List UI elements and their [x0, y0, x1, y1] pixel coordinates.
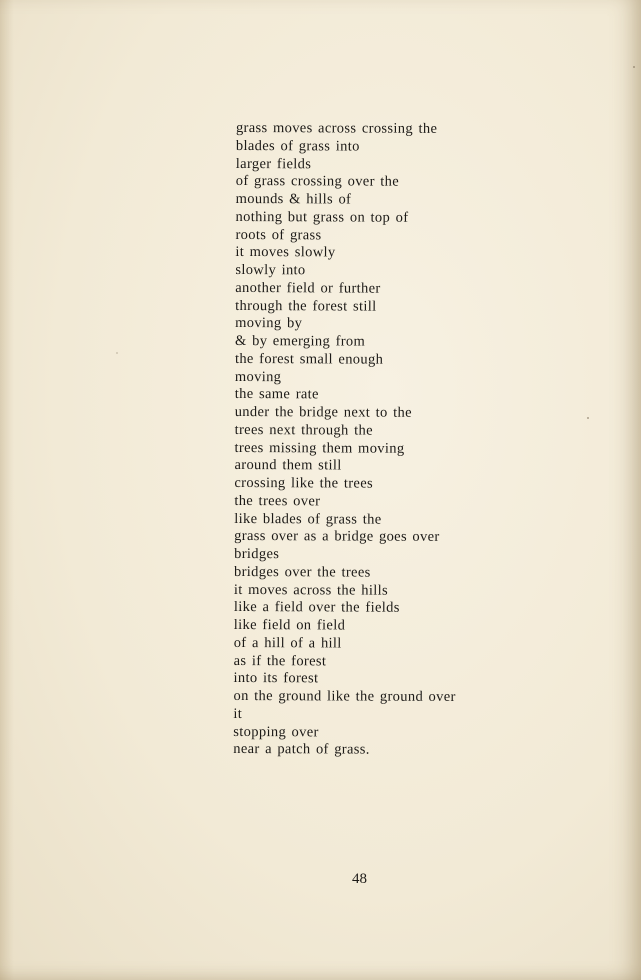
poem-line: slowly into	[235, 261, 306, 279]
poem-line: as if the forest	[233, 652, 327, 669]
poem-line: larger fields	[235, 155, 312, 172]
poem-line: bridges	[234, 545, 280, 563]
poem-line: moving	[234, 368, 282, 385]
poem-line: mounds & hills of	[235, 190, 352, 208]
paper-speck	[587, 417, 589, 419]
poem-line: & by emerging from	[235, 332, 366, 350]
poem-line: on the ground like the ground over	[233, 687, 456, 705]
poem-line: grass moves across crossing the	[235, 120, 438, 137]
poem-line: the forest small enough	[234, 350, 384, 368]
poem-line: stopping over	[233, 723, 319, 740]
poem-line: another field or further	[235, 279, 381, 297]
paper-speck	[633, 66, 635, 68]
poem-line: crossing like the trees	[234, 474, 374, 492]
poem-line: through the forest still	[235, 297, 377, 315]
poem-line: moving by	[235, 315, 303, 332]
poem-line: roots of grass	[235, 226, 322, 243]
poem-line: around them still	[234, 457, 342, 474]
poem-line: like a field over the fields	[233, 599, 400, 616]
poem-line: grass over as a bridge goes over	[234, 528, 440, 546]
poem-line: of a hill of a hill	[233, 634, 342, 652]
poem-line: trees next through the	[234, 421, 373, 439]
poem-line: trees missing them moving	[234, 439, 405, 457]
poem-line: nothing but grass on top of	[235, 208, 409, 226]
poem-line: it moves across the hills	[233, 581, 389, 599]
poem-line: bridges over the trees	[233, 563, 371, 581]
poem-line: near a patch of grass.	[233, 741, 370, 758]
poem-line: under the bridge next to the	[234, 403, 412, 421]
paper-speck	[116, 352, 118, 354]
poem-line: it moves slowly	[235, 244, 336, 261]
poem-line: of grass crossing over the	[235, 173, 400, 190]
poem-line: into its forest	[233, 670, 319, 687]
page-number: 48	[352, 871, 367, 887]
poem-line: it	[233, 705, 243, 722]
poem-line: blades of grass into	[235, 137, 360, 155]
poem-line: the same rate	[234, 386, 319, 403]
poem-line: the trees over	[234, 492, 321, 510]
page-gutter-shadow	[0, 0, 14, 980]
poem-line: like blades of grass the	[234, 510, 382, 528]
poem-line: like field on field	[233, 616, 346, 634]
poem-text	[233, 120, 458, 760]
